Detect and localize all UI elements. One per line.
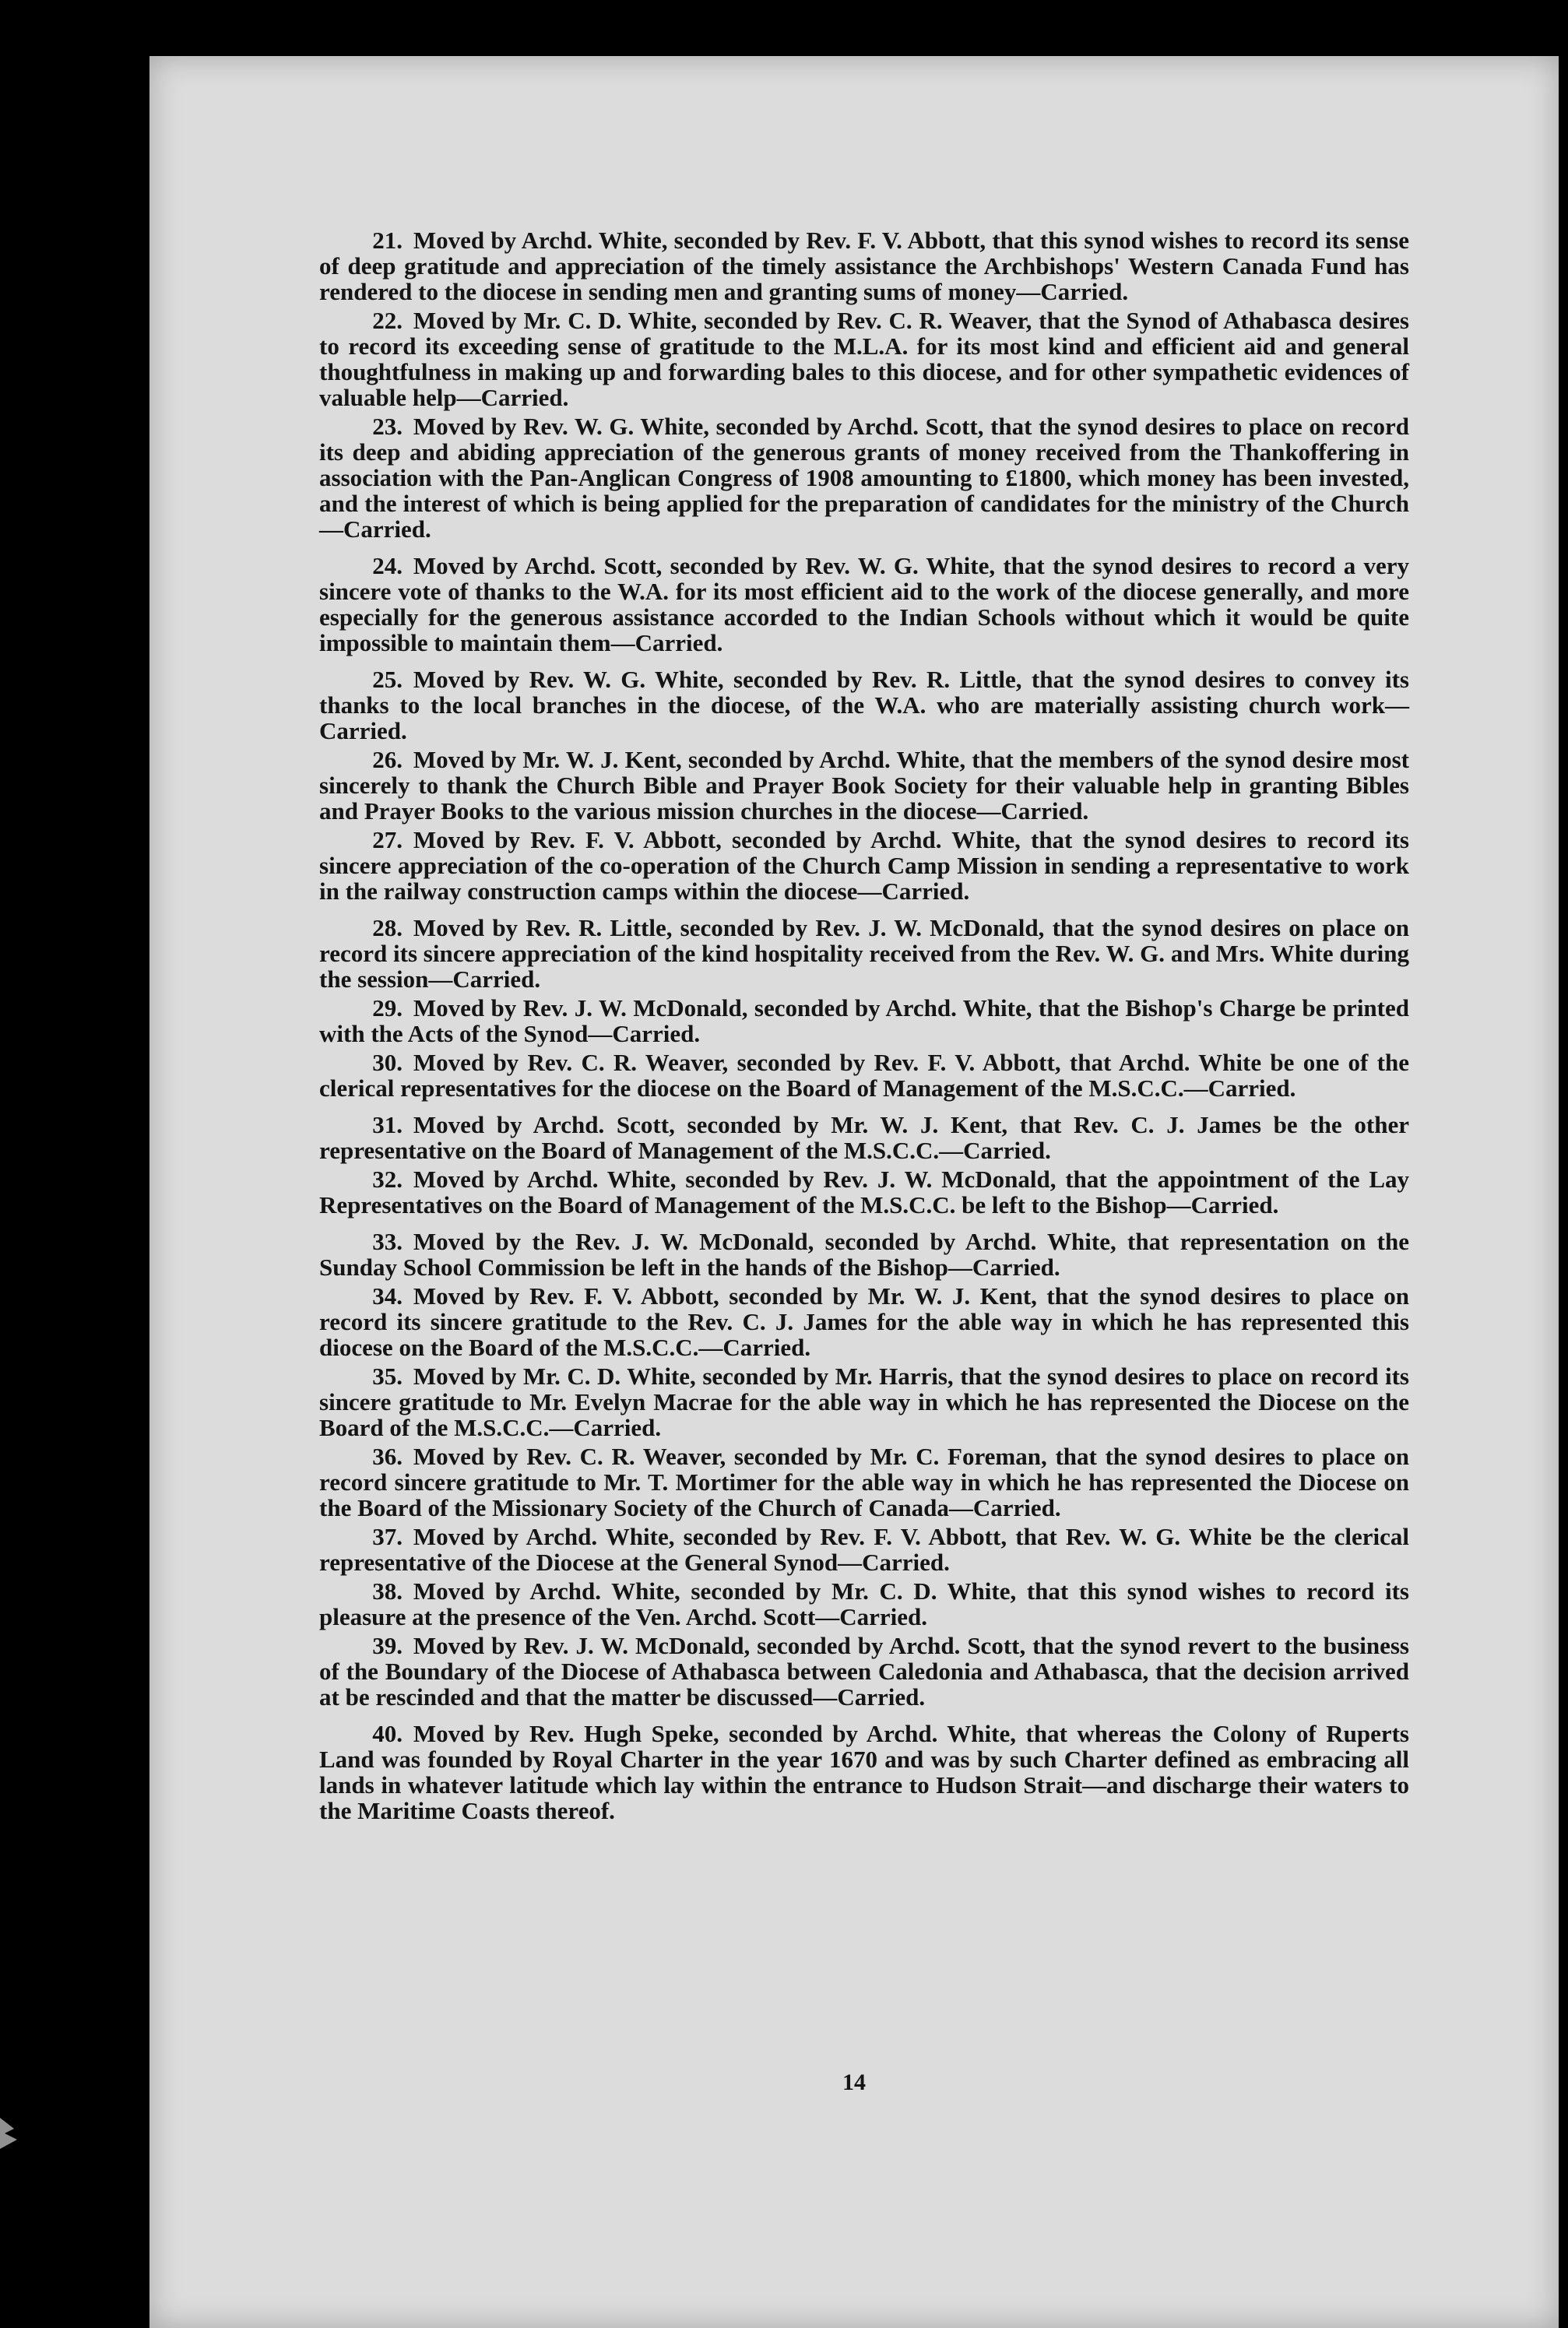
paragraph-number: 27. xyxy=(372,826,403,853)
paragraph-28 xyxy=(319,915,1409,992)
scanned-page xyxy=(149,56,1559,2328)
paragraph-text: Moved by Archd. White, seconded by Rev. J. W. McDonald, that the appointment of the Lay Representatives on the Board of Management of the M.S.C.C. be left to the Bishop—Carried. xyxy=(319,1166,1409,1219)
paragraph-text: Moved by Rev. R. Little, seconded by Rev. J. W. McDonald, that the synod desires on place on record its sincere appreciation of the kind hospitality received from the Rev. W. G. and Mrs. White during the session—Carried. xyxy=(319,914,1409,993)
paragraph-text: Moved by Rev. F. V. Abbott, seconded by Archd. White, that the synod desires to record its sincere appreciation of the co-operation of the Church Camp Mission in sending a representative to work in the railway construction camps within the diocese—Carried. xyxy=(319,826,1409,905)
paragraph-27 xyxy=(319,827,1409,904)
paragraph-text: Moved by Archd. Scott, seconded by Mr. W. J. Kent, that Rev. C. J. James be the other representative on the Board of Management of the M.S.C.C.—Carried. xyxy=(319,1111,1409,1164)
paragraph-text: Moved by Rev. W. G. White, seconded by Archd. Scott, that the synod desires to place on record its deep and abiding appreciation of the generous grants of money received from the Thankoffering in association with the Pan-Anglican Congress of 1908 amounting to £1800, which money has been invested, and the interest of which is being applied for the preparation of candidates for the ministry of the Church—Carried. xyxy=(319,413,1409,543)
paragraph-33 xyxy=(319,1229,1409,1280)
scan-edge-mark xyxy=(0,2102,31,2164)
paragraph-32 xyxy=(319,1166,1409,1218)
paragraph-37 xyxy=(319,1524,1409,1575)
paragraph-number: 37. xyxy=(372,1523,403,1550)
paragraph-number: 30. xyxy=(372,1049,403,1076)
paragraph-text: Moved by the Rev. J. W. McDonald, seconded by Archd. White, that representation on the Sunday School Commission be left in the hands of the Bishop—Carried. xyxy=(319,1228,1409,1281)
paragraph-number: 25. xyxy=(372,666,403,693)
paragraph-number: 32. xyxy=(372,1166,403,1193)
paragraph-number: 38. xyxy=(372,1577,403,1605)
paragraph-text: Moved by Mr. C. D. White, seconded by Mr. Harris, that the synod desires to place on record its sincere gratitude to Mr. Evelyn Macrae for the able way in which he has represented the Diocese on the Board of the M.S.C.C.—Carried. xyxy=(319,1363,1409,1441)
paragraph-number: 23. xyxy=(372,413,403,440)
paragraph-21 xyxy=(319,227,1409,304)
paragraph-number: 21. xyxy=(372,227,403,254)
paragraph-text: Moved by Mr. W. J. Kent, seconded by Archd. White, that the members of the synod desire most sincerely to thank the Church Bible and Prayer Book Society for their valuable help in granting Bibles and Prayer Books to the various mission churches in the diocese—Carried. xyxy=(319,746,1409,825)
paragraph-text: Moved by Rev. Hugh Speke, seconded by Archd. White, that whereas the Colony of Ruperts Land was founded by Royal Charter in the year 1670 and was by such Charter defined as embracing all lands in whatever latitude which lay within the entrance to Hudson Strait—and discharge their waters to the Maritime Coasts thereof. xyxy=(319,1720,1409,1824)
paragraph-number: 39. xyxy=(372,1632,403,1659)
paragraph-text: Moved by Mr. C. D. White, seconded by Rev. C. R. Weaver, that the Synod of Athabasca desires to record its exceeding sense of gratitude to the M.L.A. for its most kind and efficient aid and general thoughtfulness in making up and forwarding bales to this diocese, and for other sympathetic evidences of valuable help—Carried. xyxy=(319,307,1409,411)
paragraph-22 xyxy=(319,308,1409,410)
paragraph-40 xyxy=(319,1721,1409,1823)
paragraph-31 xyxy=(319,1112,1409,1163)
paragraph-text: Moved by Rev. J. W. McDonald, seconded by Archd. Scott, that the synod revert to the business of the Boundary of the Diocese of Athabasca between Caledonia and Athabasca, that the decision arrived at be rescinded and that the matter be discussed—Carried. xyxy=(319,1632,1409,1711)
paragraph-36 xyxy=(319,1444,1409,1521)
paragraph-23 xyxy=(319,413,1409,542)
paragraph-text: Moved by Rev. J. W. McDonald, seconded by Archd. White, that the Bishop's Charge be printed with the Acts of the Synod—Carried. xyxy=(319,994,1409,1047)
paragraph-number: 36. xyxy=(372,1443,403,1470)
paragraph-29 xyxy=(319,995,1409,1046)
page-number: 14 xyxy=(842,2070,866,2095)
paragraph-text: Moved by Rev. F. V. Abbott, seconded by Mr. W. J. Kent, that the synod desires to place on record its sincere gratitude to the Rev. C. J. James for the able way in which he has represented this diocese on the Board of the M.S.C.C.—Carried. xyxy=(319,1282,1409,1361)
page-content xyxy=(319,227,1409,1827)
paragraph-number: 28. xyxy=(372,914,403,941)
paragraph-number: 35. xyxy=(372,1363,403,1390)
paragraph-35 xyxy=(319,1363,1409,1440)
paragraph-34 xyxy=(319,1283,1409,1360)
paragraph-text: Moved by Archd. Scott, seconded by Rev. W. G. White, that the synod desires to record a very sincere vote of thanks to the W.A. for its most efficient aid to the work of the diocese generally, and more especially for the generous assistance accorded to the Indian Schools without which it would be quite impossible to maintain them—Carried. xyxy=(319,552,1409,656)
paragraph-number: 29. xyxy=(372,994,403,1022)
paragraph-text: Moved by Rev. C. R. Weaver, seconded by Rev. F. V. Abbott, that Archd. White be one of the clerical representatives for the diocese on the Board of Management of the M.S.C.C.—Carried. xyxy=(319,1049,1409,1102)
paragraph-38 xyxy=(319,1578,1409,1630)
paragraph-text: Moved by Archd. White, seconded by Rev. F. V. Abbott, that Rev. W. G. White be the clerical representative of the Diocese at the General Synod—Carried. xyxy=(319,1523,1409,1576)
paragraph-number: 24. xyxy=(372,552,403,579)
paragraph-30 xyxy=(319,1050,1409,1101)
paragraph-text: Moved by Archd. White, seconded by Rev. F. V. Abbott, that this synod wishes to record its sense of deep gratitude and appreciation of the timely assistance the Archbishops' Western Canada Fund has rendered to the diocese in sending men and granting sums of money—Carried. xyxy=(319,227,1409,305)
paragraph-number: 22. xyxy=(372,307,403,334)
paragraph-number: 40. xyxy=(372,1720,403,1747)
paragraph-number: 26. xyxy=(372,746,403,773)
paragraph-number: 34. xyxy=(372,1282,403,1310)
paragraph-text: Moved by Rev. C. R. Weaver, seconded by Mr. C. Foreman, that the synod desires to place on record sincere gratitude to Mr. T. Mortimer for the able way in which he has represented the Diocese on the Board of the Missionary Society of the Church of Canada—Carried. xyxy=(319,1443,1409,1521)
paragraph-text: Moved by Rev. W. G. White, seconded by Rev. R. Little, that the synod desires to convey its thanks to the local branches in the diocese, of the W.A. who are materially assisting church work—Carried. xyxy=(319,666,1409,744)
paragraph-39 xyxy=(319,1633,1409,1710)
paragraph-text: Moved by Archd. White, seconded by Mr. C. D. White, that this synod wishes to record its pleasure at the presence of the Ven. Archd. Scott—Carried. xyxy=(319,1577,1409,1630)
paragraph-26 xyxy=(319,747,1409,824)
paragraph-number: 31. xyxy=(372,1111,403,1138)
paragraph-25 xyxy=(319,666,1409,744)
paragraph-24 xyxy=(319,553,1409,656)
paragraph-number: 33. xyxy=(372,1228,403,1255)
